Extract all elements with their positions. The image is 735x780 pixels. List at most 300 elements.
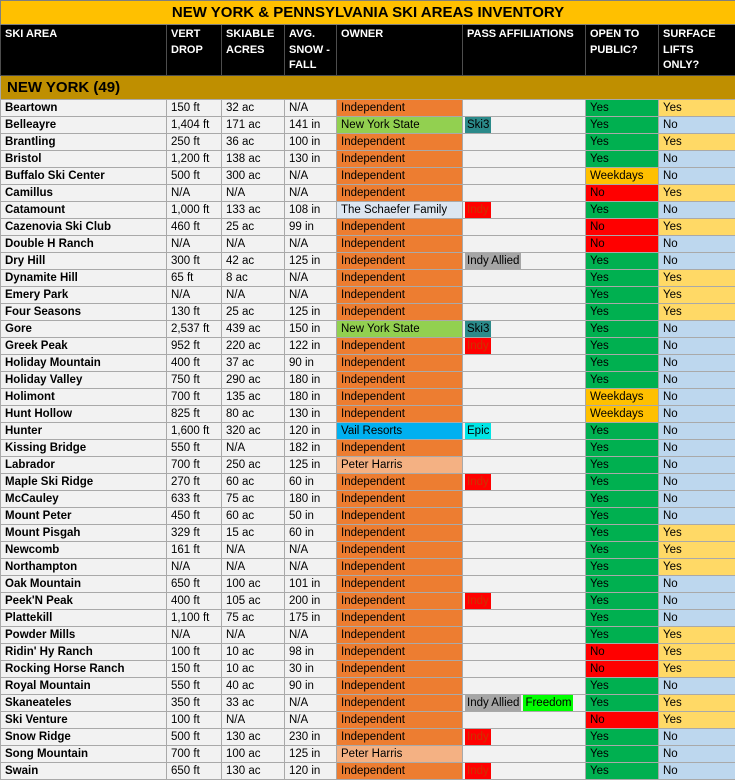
cell-vert-drop[interactable]: 450 ft xyxy=(167,508,222,525)
cell-open-to-public[interactable]: Yes xyxy=(586,695,659,712)
cell-vert-drop[interactable]: 700 ft xyxy=(167,746,222,763)
cell-skiable-acres[interactable]: N/A xyxy=(222,440,285,457)
cell-pass-affiliations[interactable] xyxy=(463,236,586,253)
cell-vert-drop[interactable]: 633 ft xyxy=(167,491,222,508)
cell-pass-affiliations[interactable] xyxy=(463,253,586,270)
cell-avg-snow[interactable]: 101 in xyxy=(285,576,337,593)
cell-open-to-public[interactable]: Yes xyxy=(586,270,659,287)
cell-open-to-public[interactable]: Yes xyxy=(586,474,659,491)
cell-skiable-acres[interactable]: 105 ac xyxy=(222,593,285,610)
cell-surface-lifts[interactable]: Yes xyxy=(659,219,735,236)
cell-avg-snow[interactable]: 180 in xyxy=(285,389,337,406)
cell-ski-area[interactable]: Skaneateles xyxy=(1,695,167,712)
cell-open-to-public[interactable]: Weekdays xyxy=(586,389,659,406)
cell-ski-area[interactable]: Brantling xyxy=(1,134,167,151)
cell-ski-area[interactable]: Swain xyxy=(1,763,167,780)
cell-ski-area[interactable]: Four Seasons xyxy=(1,304,167,321)
cell-vert-drop[interactable]: 550 ft xyxy=(167,440,222,457)
cell-owner[interactable]: Peter Harris xyxy=(337,746,463,763)
cell-vert-drop[interactable]: 750 ft xyxy=(167,372,222,389)
cell-vert-drop[interactable]: 700 ft xyxy=(167,457,222,474)
cell-pass-affiliations[interactable] xyxy=(463,542,586,559)
cell-surface-lifts[interactable]: No xyxy=(659,593,735,610)
cell-open-to-public[interactable]: Yes xyxy=(586,627,659,644)
cell-skiable-acres[interactable]: N/A xyxy=(222,542,285,559)
cell-open-to-public[interactable]: Yes xyxy=(586,593,659,610)
cell-vert-drop[interactable]: 2,537 ft xyxy=(167,321,222,338)
cell-skiable-acres[interactable]: 15 ac xyxy=(222,525,285,542)
cell-ski-area[interactable]: Northampton xyxy=(1,559,167,576)
cell-owner[interactable]: Independent xyxy=(337,304,463,321)
cell-open-to-public[interactable]: Yes xyxy=(586,423,659,440)
cell-owner[interactable]: Independent xyxy=(337,763,463,780)
cell-skiable-acres[interactable]: 250 ac xyxy=(222,457,285,474)
cell-skiable-acres[interactable]: 130 ac xyxy=(222,763,285,780)
cell-skiable-acres[interactable]: N/A xyxy=(222,559,285,576)
cell-surface-lifts[interactable]: Yes xyxy=(659,627,735,644)
cell-owner[interactable]: Independent xyxy=(337,593,463,610)
cell-owner[interactable]: Independent xyxy=(337,525,463,542)
cell-pass-affiliations[interactable] xyxy=(463,321,586,338)
cell-pass-affiliations[interactable] xyxy=(463,525,586,542)
cell-vert-drop[interactable]: 460 ft xyxy=(167,219,222,236)
cell-ski-area[interactable]: Snow Ridge xyxy=(1,729,167,746)
cell-avg-snow[interactable]: 182 in xyxy=(285,440,337,457)
cell-vert-drop[interactable]: 250 ft xyxy=(167,134,222,151)
cell-pass-affiliations[interactable] xyxy=(463,100,586,117)
cell-pass-affiliations[interactable] xyxy=(463,678,586,695)
cell-skiable-acres[interactable]: 40 ac xyxy=(222,678,285,695)
cell-vert-drop[interactable]: 700 ft xyxy=(167,389,222,406)
cell-pass-affiliations[interactable] xyxy=(463,729,586,746)
cell-ski-area[interactable]: Belleayre xyxy=(1,117,167,134)
cell-pass-affiliations[interactable] xyxy=(463,610,586,627)
cell-skiable-acres[interactable]: 33 ac xyxy=(222,695,285,712)
cell-pass-affiliations[interactable] xyxy=(463,270,586,287)
cell-avg-snow[interactable]: N/A xyxy=(285,236,337,253)
cell-pass-affiliations[interactable] xyxy=(463,202,586,219)
cell-open-to-public[interactable]: Yes xyxy=(586,134,659,151)
cell-avg-snow[interactable]: N/A xyxy=(285,627,337,644)
cell-owner[interactable]: Independent xyxy=(337,355,463,372)
cell-surface-lifts[interactable]: No xyxy=(659,253,735,270)
cell-pass-affiliations[interactable] xyxy=(463,576,586,593)
cell-avg-snow[interactable]: N/A xyxy=(285,270,337,287)
cell-open-to-public[interactable]: Yes xyxy=(586,576,659,593)
cell-avg-snow[interactable]: 230 in xyxy=(285,729,337,746)
cell-vert-drop[interactable]: 500 ft xyxy=(167,168,222,185)
cell-vert-drop[interactable]: 161 ft xyxy=(167,542,222,559)
cell-open-to-public[interactable]: Yes xyxy=(586,355,659,372)
cell-pass-affiliations[interactable] xyxy=(463,746,586,763)
cell-ski-area[interactable]: Maple Ski Ridge xyxy=(1,474,167,491)
cell-owner[interactable]: Independent xyxy=(337,151,463,168)
cell-ski-area[interactable]: Holiday Valley xyxy=(1,372,167,389)
cell-owner[interactable]: Independent xyxy=(337,542,463,559)
cell-ski-area[interactable]: Kissing Bridge xyxy=(1,440,167,457)
cell-pass-affiliations[interactable] xyxy=(463,185,586,202)
cell-open-to-public[interactable]: Yes xyxy=(586,746,659,763)
cell-skiable-acres[interactable]: 80 ac xyxy=(222,406,285,423)
cell-surface-lifts[interactable]: Yes xyxy=(659,100,735,117)
cell-vert-drop[interactable]: 400 ft xyxy=(167,593,222,610)
cell-avg-snow[interactable]: 122 in xyxy=(285,338,337,355)
cell-avg-snow[interactable]: 60 in xyxy=(285,474,337,491)
cell-open-to-public[interactable]: Yes xyxy=(586,304,659,321)
cell-owner[interactable]: Independent xyxy=(337,287,463,304)
cell-skiable-acres[interactable]: 75 ac xyxy=(222,491,285,508)
cell-avg-snow[interactable]: 125 in xyxy=(285,304,337,321)
cell-skiable-acres[interactable]: 37 ac xyxy=(222,355,285,372)
cell-owner[interactable]: Independent xyxy=(337,134,463,151)
cell-ski-area[interactable]: Plattekill xyxy=(1,610,167,627)
cell-skiable-acres[interactable]: 130 ac xyxy=(222,729,285,746)
cell-vert-drop[interactable]: N/A xyxy=(167,627,222,644)
cell-vert-drop[interactable]: N/A xyxy=(167,559,222,576)
cell-skiable-acres[interactable]: 10 ac xyxy=(222,661,285,678)
cell-pass-affiliations[interactable] xyxy=(463,355,586,372)
cell-owner[interactable]: Peter Harris xyxy=(337,457,463,474)
cell-open-to-public[interactable]: Weekdays xyxy=(586,168,659,185)
cell-pass-affiliations[interactable] xyxy=(463,695,586,712)
cell-surface-lifts[interactable]: No xyxy=(659,355,735,372)
cell-pass-affiliations[interactable] xyxy=(463,134,586,151)
cell-owner[interactable]: Independent xyxy=(337,627,463,644)
cell-skiable-acres[interactable]: 135 ac xyxy=(222,389,285,406)
cell-pass-affiliations[interactable] xyxy=(463,372,586,389)
cell-skiable-acres[interactable]: 439 ac xyxy=(222,321,285,338)
cell-pass-affiliations[interactable] xyxy=(463,406,586,423)
cell-surface-lifts[interactable]: Yes xyxy=(659,542,735,559)
cell-vert-drop[interactable]: 150 ft xyxy=(167,100,222,117)
cell-ski-area[interactable]: Greek Peak xyxy=(1,338,167,355)
cell-ski-area[interactable]: Royal Mountain xyxy=(1,678,167,695)
cell-surface-lifts[interactable]: No xyxy=(659,746,735,763)
cell-open-to-public[interactable]: Yes xyxy=(586,559,659,576)
cell-surface-lifts[interactable]: Yes xyxy=(659,525,735,542)
cell-pass-affiliations[interactable] xyxy=(463,559,586,576)
cell-open-to-public[interactable]: Yes xyxy=(586,202,659,219)
cell-owner[interactable]: Independent xyxy=(337,576,463,593)
cell-surface-lifts[interactable]: No xyxy=(659,576,735,593)
cell-ski-area[interactable]: Catamount xyxy=(1,202,167,219)
cell-ski-area[interactable]: Gore xyxy=(1,321,167,338)
cell-ski-area[interactable]: Ski Venture xyxy=(1,712,167,729)
cell-pass-affiliations[interactable] xyxy=(463,440,586,457)
cell-avg-snow[interactable]: N/A xyxy=(285,695,337,712)
cell-pass-affiliations[interactable] xyxy=(463,593,586,610)
cell-avg-snow[interactable]: 130 in xyxy=(285,406,337,423)
cell-owner[interactable]: Independent xyxy=(337,695,463,712)
cell-owner[interactable]: Independent xyxy=(337,508,463,525)
cell-avg-snow[interactable]: 141 in xyxy=(285,117,337,134)
cell-avg-snow[interactable]: 200 in xyxy=(285,593,337,610)
cell-avg-snow[interactable]: 90 in xyxy=(285,355,337,372)
cell-ski-area[interactable]: Mount Pisgah xyxy=(1,525,167,542)
cell-open-to-public[interactable]: Yes xyxy=(586,440,659,457)
cell-owner[interactable]: Independent xyxy=(337,440,463,457)
cell-vert-drop[interactable]: 1,600 ft xyxy=(167,423,222,440)
cell-pass-affiliations[interactable] xyxy=(463,712,586,729)
cell-vert-drop[interactable]: 1,000 ft xyxy=(167,202,222,219)
cell-vert-drop[interactable]: 1,200 ft xyxy=(167,151,222,168)
cell-avg-snow[interactable]: 125 in xyxy=(285,253,337,270)
cell-avg-snow[interactable]: 180 in xyxy=(285,491,337,508)
cell-surface-lifts[interactable]: Yes xyxy=(659,270,735,287)
cell-ski-area[interactable]: Camillus xyxy=(1,185,167,202)
cell-open-to-public[interactable]: Yes xyxy=(586,287,659,304)
cell-skiable-acres[interactable]: 138 ac xyxy=(222,151,285,168)
cell-avg-snow[interactable]: N/A xyxy=(285,185,337,202)
cell-open-to-public[interactable]: Yes xyxy=(586,338,659,355)
cell-vert-drop[interactable]: 500 ft xyxy=(167,729,222,746)
cell-vert-drop[interactable]: 300 ft xyxy=(167,253,222,270)
cell-open-to-public[interactable]: Yes xyxy=(586,508,659,525)
cell-ski-area[interactable]: Beartown xyxy=(1,100,167,117)
cell-surface-lifts[interactable]: No xyxy=(659,168,735,185)
cell-ski-area[interactable]: Oak Mountain xyxy=(1,576,167,593)
cell-surface-lifts[interactable]: No xyxy=(659,389,735,406)
cell-avg-snow[interactable]: 100 in xyxy=(285,134,337,151)
cell-skiable-acres[interactable]: 133 ac xyxy=(222,202,285,219)
cell-surface-lifts[interactable]: No xyxy=(659,610,735,627)
cell-skiable-acres[interactable]: 42 ac xyxy=(222,253,285,270)
cell-surface-lifts[interactable]: Yes xyxy=(659,134,735,151)
cell-owner[interactable]: New York State xyxy=(337,117,463,134)
cell-skiable-acres[interactable]: 25 ac xyxy=(222,304,285,321)
cell-avg-snow[interactable]: N/A xyxy=(285,712,337,729)
cell-surface-lifts[interactable]: No xyxy=(659,202,735,219)
cell-owner[interactable]: Independent xyxy=(337,100,463,117)
cell-skiable-acres[interactable]: 290 ac xyxy=(222,372,285,389)
cell-vert-drop[interactable]: 270 ft xyxy=(167,474,222,491)
cell-open-to-public[interactable]: Yes xyxy=(586,321,659,338)
cell-pass-affiliations[interactable] xyxy=(463,151,586,168)
cell-owner[interactable]: Independent xyxy=(337,338,463,355)
cell-surface-lifts[interactable]: No xyxy=(659,440,735,457)
cell-vert-drop[interactable]: 100 ft xyxy=(167,712,222,729)
cell-open-to-public[interactable]: Yes xyxy=(586,253,659,270)
cell-vert-drop[interactable]: 150 ft xyxy=(167,661,222,678)
cell-owner[interactable]: Independent xyxy=(337,219,463,236)
cell-avg-snow[interactable]: 175 in xyxy=(285,610,337,627)
cell-ski-area[interactable]: Peek'N Peak xyxy=(1,593,167,610)
cell-pass-affiliations[interactable] xyxy=(463,423,586,440)
cell-skiable-acres[interactable]: 100 ac xyxy=(222,576,285,593)
cell-ski-area[interactable]: Double H Ranch xyxy=(1,236,167,253)
cell-open-to-public[interactable]: Yes xyxy=(586,372,659,389)
cell-open-to-public[interactable]: Yes xyxy=(586,151,659,168)
cell-ski-area[interactable]: Emery Park xyxy=(1,287,167,304)
cell-surface-lifts[interactable]: Yes xyxy=(659,644,735,661)
cell-skiable-acres[interactable]: N/A xyxy=(222,185,285,202)
cell-ski-area[interactable]: Newcomb xyxy=(1,542,167,559)
cell-surface-lifts[interactable]: Yes xyxy=(659,695,735,712)
cell-owner[interactable]: Independent xyxy=(337,491,463,508)
cell-surface-lifts[interactable]: No xyxy=(659,763,735,780)
cell-pass-affiliations[interactable] xyxy=(463,287,586,304)
cell-pass-affiliations[interactable] xyxy=(463,644,586,661)
cell-surface-lifts[interactable]: No xyxy=(659,423,735,440)
cell-surface-lifts[interactable]: No xyxy=(659,117,735,134)
cell-open-to-public[interactable]: No xyxy=(586,644,659,661)
cell-skiable-acres[interactable]: N/A xyxy=(222,712,285,729)
cell-skiable-acres[interactable]: 75 ac xyxy=(222,610,285,627)
cell-ski-area[interactable]: Holiday Mountain xyxy=(1,355,167,372)
cell-owner[interactable]: Independent xyxy=(337,610,463,627)
cell-vert-drop[interactable]: 650 ft xyxy=(167,576,222,593)
cell-surface-lifts[interactable]: Yes xyxy=(659,185,735,202)
cell-owner[interactable]: Independent xyxy=(337,253,463,270)
cell-avg-snow[interactable]: N/A xyxy=(285,168,337,185)
cell-open-to-public[interactable]: Yes xyxy=(586,457,659,474)
cell-vert-drop[interactable]: N/A xyxy=(167,236,222,253)
cell-ski-area[interactable]: Dynamite Hill xyxy=(1,270,167,287)
cell-ski-area[interactable]: Rocking Horse Ranch xyxy=(1,661,167,678)
cell-surface-lifts[interactable]: Yes xyxy=(659,559,735,576)
cell-skiable-acres[interactable]: 60 ac xyxy=(222,508,285,525)
cell-ski-area[interactable]: Buffalo Ski Center xyxy=(1,168,167,185)
cell-skiable-acres[interactable]: 320 ac xyxy=(222,423,285,440)
cell-surface-lifts[interactable]: No xyxy=(659,678,735,695)
cell-open-to-public[interactable]: Yes xyxy=(586,100,659,117)
cell-skiable-acres[interactable]: 100 ac xyxy=(222,746,285,763)
cell-open-to-public[interactable]: No xyxy=(586,236,659,253)
cell-surface-lifts[interactable]: No xyxy=(659,508,735,525)
cell-skiable-acres[interactable]: N/A xyxy=(222,287,285,304)
cell-pass-affiliations[interactable] xyxy=(463,117,586,134)
cell-avg-snow[interactable]: N/A xyxy=(285,559,337,576)
cell-owner[interactable]: Independent xyxy=(337,236,463,253)
cell-ski-area[interactable]: Labrador xyxy=(1,457,167,474)
cell-vert-drop[interactable]: 825 ft xyxy=(167,406,222,423)
cell-vert-drop[interactable]: N/A xyxy=(167,185,222,202)
cell-surface-lifts[interactable]: No xyxy=(659,474,735,491)
cell-owner[interactable]: Independent xyxy=(337,661,463,678)
cell-open-to-public[interactable]: No xyxy=(586,219,659,236)
cell-pass-affiliations[interactable] xyxy=(463,168,586,185)
cell-vert-drop[interactable]: 65 ft xyxy=(167,270,222,287)
cell-vert-drop[interactable]: N/A xyxy=(167,287,222,304)
cell-vert-drop[interactable]: 952 ft xyxy=(167,338,222,355)
cell-surface-lifts[interactable]: Yes xyxy=(659,661,735,678)
cell-surface-lifts[interactable]: Yes xyxy=(659,304,735,321)
cell-vert-drop[interactable]: 400 ft xyxy=(167,355,222,372)
cell-avg-snow[interactable]: 180 in xyxy=(285,372,337,389)
cell-ski-area[interactable]: Dry Hill xyxy=(1,253,167,270)
cell-open-to-public[interactable]: Weekdays xyxy=(586,406,659,423)
cell-owner[interactable]: Independent xyxy=(337,712,463,729)
cell-skiable-acres[interactable]: 36 ac xyxy=(222,134,285,151)
cell-ski-area[interactable]: Song Mountain xyxy=(1,746,167,763)
cell-surface-lifts[interactable]: No xyxy=(659,321,735,338)
cell-open-to-public[interactable]: Yes xyxy=(586,763,659,780)
cell-owner[interactable]: Independent xyxy=(337,678,463,695)
cell-owner[interactable]: The Schaefer Family xyxy=(337,202,463,219)
cell-open-to-public[interactable]: No xyxy=(586,712,659,729)
cell-skiable-acres[interactable]: 220 ac xyxy=(222,338,285,355)
cell-vert-drop[interactable]: 329 ft xyxy=(167,525,222,542)
cell-surface-lifts[interactable]: No xyxy=(659,236,735,253)
cell-pass-affiliations[interactable] xyxy=(463,661,586,678)
cell-skiable-acres[interactable]: 60 ac xyxy=(222,474,285,491)
cell-open-to-public[interactable]: Yes xyxy=(586,491,659,508)
cell-owner[interactable]: Independent xyxy=(337,644,463,661)
cell-avg-snow[interactable]: 125 in xyxy=(285,457,337,474)
cell-surface-lifts[interactable]: Yes xyxy=(659,287,735,304)
cell-owner[interactable]: Independent xyxy=(337,559,463,576)
cell-skiable-acres[interactable]: 10 ac xyxy=(222,644,285,661)
cell-avg-snow[interactable]: N/A xyxy=(285,287,337,304)
cell-avg-snow[interactable]: N/A xyxy=(285,542,337,559)
cell-pass-affiliations[interactable] xyxy=(463,219,586,236)
cell-avg-snow[interactable]: 120 in xyxy=(285,763,337,780)
cell-ski-area[interactable]: Bristol xyxy=(1,151,167,168)
cell-avg-snow[interactable]: 98 in xyxy=(285,644,337,661)
cell-pass-affiliations[interactable] xyxy=(463,508,586,525)
cell-vert-drop[interactable]: 1,404 ft xyxy=(167,117,222,134)
cell-vert-drop[interactable]: 550 ft xyxy=(167,678,222,695)
cell-owner[interactable]: Independent xyxy=(337,185,463,202)
cell-ski-area[interactable]: Hunt Hollow xyxy=(1,406,167,423)
cell-surface-lifts[interactable]: No xyxy=(659,457,735,474)
cell-skiable-acres[interactable]: N/A xyxy=(222,236,285,253)
cell-pass-affiliations[interactable] xyxy=(463,457,586,474)
cell-avg-snow[interactable]: 130 in xyxy=(285,151,337,168)
cell-avg-snow[interactable]: 125 in xyxy=(285,746,337,763)
cell-skiable-acres[interactable]: 171 ac xyxy=(222,117,285,134)
cell-avg-snow[interactable]: 99 in xyxy=(285,219,337,236)
cell-owner[interactable]: Independent xyxy=(337,474,463,491)
cell-pass-affiliations[interactable] xyxy=(463,627,586,644)
cell-pass-affiliations[interactable] xyxy=(463,338,586,355)
cell-owner[interactable]: Independent xyxy=(337,389,463,406)
cell-surface-lifts[interactable]: No xyxy=(659,372,735,389)
cell-skiable-acres[interactable]: 25 ac xyxy=(222,219,285,236)
cell-avg-snow[interactable]: 90 in xyxy=(285,678,337,695)
cell-open-to-public[interactable]: No xyxy=(586,661,659,678)
cell-ski-area[interactable]: McCauley xyxy=(1,491,167,508)
cell-pass-affiliations[interactable] xyxy=(463,763,586,780)
cell-owner[interactable]: Independent xyxy=(337,270,463,287)
cell-skiable-acres[interactable]: N/A xyxy=(222,627,285,644)
cell-open-to-public[interactable]: No xyxy=(586,185,659,202)
cell-ski-area[interactable]: Mount Peter xyxy=(1,508,167,525)
cell-open-to-public[interactable]: Yes xyxy=(586,729,659,746)
cell-open-to-public[interactable]: Yes xyxy=(586,525,659,542)
cell-surface-lifts[interactable]: Yes xyxy=(659,712,735,729)
cell-avg-snow[interactable]: 108 in xyxy=(285,202,337,219)
cell-vert-drop[interactable]: 1,100 ft xyxy=(167,610,222,627)
cell-surface-lifts[interactable]: No xyxy=(659,491,735,508)
cell-vert-drop[interactable]: 100 ft xyxy=(167,644,222,661)
cell-ski-area[interactable]: Holimont xyxy=(1,389,167,406)
cell-surface-lifts[interactable]: No xyxy=(659,338,735,355)
cell-open-to-public[interactable]: Yes xyxy=(586,678,659,695)
cell-vert-drop[interactable]: 650 ft xyxy=(167,763,222,780)
cell-vert-drop[interactable]: 350 ft xyxy=(167,695,222,712)
cell-avg-snow[interactable]: 60 in xyxy=(285,525,337,542)
cell-owner[interactable]: New York State xyxy=(337,321,463,338)
cell-open-to-public[interactable]: Yes xyxy=(586,542,659,559)
cell-avg-snow[interactable]: N/A xyxy=(285,100,337,117)
cell-owner[interactable]: Independent xyxy=(337,372,463,389)
cell-ski-area[interactable]: Hunter xyxy=(1,423,167,440)
cell-ski-area[interactable]: Ridin' Hy Ranch xyxy=(1,644,167,661)
cell-skiable-acres[interactable]: 8 ac xyxy=(222,270,285,287)
cell-ski-area[interactable]: Cazenovia Ski Club xyxy=(1,219,167,236)
cell-vert-drop[interactable]: 130 ft xyxy=(167,304,222,321)
